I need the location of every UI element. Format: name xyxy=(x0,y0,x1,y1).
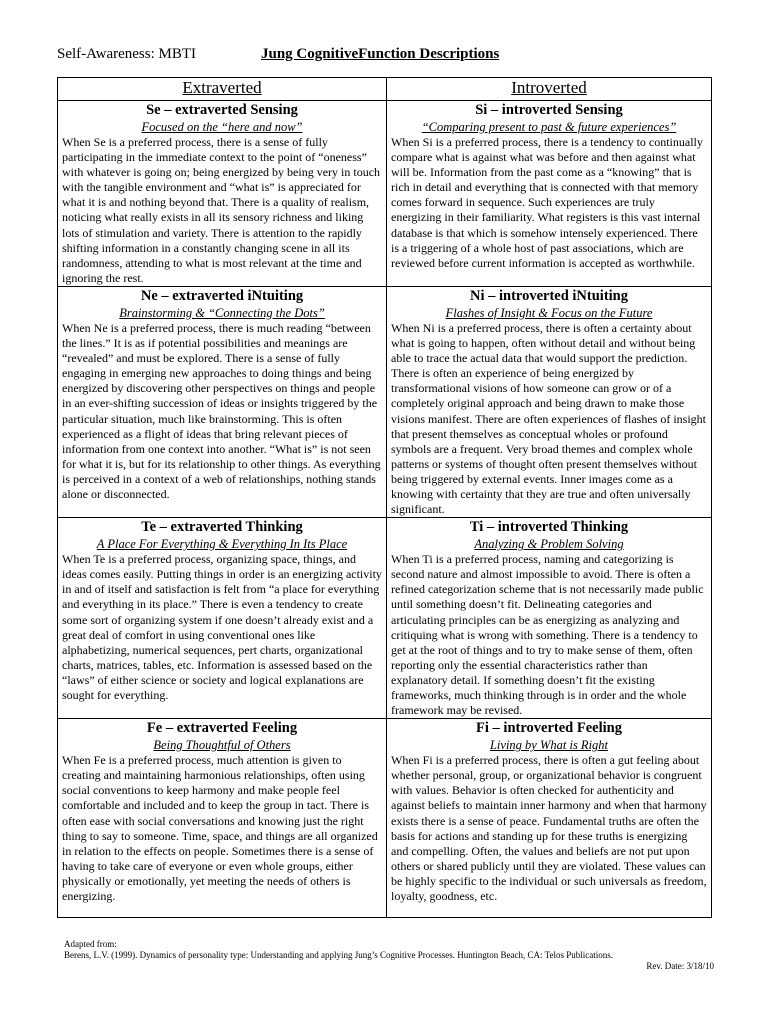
function-name: Si – introverted Sensing xyxy=(475,102,623,118)
table-row xyxy=(58,518,712,719)
function-table xyxy=(57,77,712,918)
page-title: Jung CognitiveFunction Descriptions xyxy=(261,46,500,62)
function-description: When Si is a preferred process, there is a tendency to continually compare what is against what was before and then against what will be. Information from the past come as a “knowing” that is rich in detail and everything that is connected with that memory comes forward in sequence. Such experiences are truly energizing in their familiarity. What registers is this vast internal database is that which is somehow intensely experienced. There is a triggering of a whole host of past associations, which are reviewed before current information is accepted as worthwhile. xyxy=(391,135,703,270)
function-cell-ti xyxy=(387,518,712,719)
page-footer xyxy=(64,939,714,972)
function-tagline: “Comparing present to past & future experiences” xyxy=(421,120,677,134)
function-name: Ti – introverted Thinking xyxy=(469,519,629,536)
document-label: Self-Awareness: MBTI xyxy=(57,46,197,62)
function-name: Se – extraverted Sensing xyxy=(146,102,298,118)
function-description: When Ti is a preferred process, naming and categorizing is second nature and almost impossible to avoid. There is often a refined categorization scheme that is not necessarily made public until something doesn’t fit. Delineating categories and articulating principles can be as energizing as analyzing and critiquing what is wrong with something. There is a tendency to get at the root of things and to try to make sense of them, often reporting only the essential characteristics rather than explanatory detail. If something doesn’t fit the existing frameworks, much thinking through is in order and the whole framework may be revised. xyxy=(391,552,704,718)
column-header-introverted: Introverted xyxy=(387,78,712,101)
page-header xyxy=(57,44,711,66)
function-name: Fe – extraverted Feeling xyxy=(146,720,298,737)
function-tagline: A Place For Everything & Everything In Its Place xyxy=(96,537,348,552)
function-name: Ni – introverted iNtuiting xyxy=(469,287,628,304)
function-description: When Ne is a preferred process, there is much reading “between the lines.” It is as if potential possibilities and meanings are “revealed” and must be explored. There is a sense of fully engaging in emerging new approaches to doing things and being energized by discovering other perspectives on things and people in an ever-shifting succession of ideas or insights triggered by the particular situation, much like brainstorming. This is often experienced as a flight of ideas that bring relevant pieces of information from one context into another. “What is” is not seen for what it is, but for its relationship to other things. As everything is perceived in a context of a web of relationships, nothing stands alone or disconnected. xyxy=(62,320,381,501)
function-description: When Te is a preferred process, organizing space, things, and ideas comes easily. Putting things in order is an energizing activity in and of itself and satisfaction is felt from “a place for everything and everything in its place.” There is even a tendency to create some sort of organizing system if one doesn’t already exist and a great deal of comfort in using conventional ones like alphabetizing, numerical sequences, pert charts, organizational charts, matrices, tables, etc. Information is assessed based on the “laws” of either science or society and logical explanations are sought for everything. xyxy=(62,552,382,702)
function-cell-si xyxy=(387,101,712,287)
revision-date: Rev. Date: 3/18/10 xyxy=(646,961,714,971)
table-row xyxy=(58,101,712,287)
function-tagline: Being Thoughtful of Others xyxy=(153,738,291,753)
function-tagline: Focused on the “here and now” xyxy=(141,120,303,134)
function-name: Te – extraverted Thinking xyxy=(141,519,303,536)
function-tagline: Flashes of Insight & Focus on the Future xyxy=(445,305,653,320)
adapted-label: Adapted from: xyxy=(64,939,117,949)
table-row xyxy=(58,286,712,517)
column-header-extraverted: Extraverted xyxy=(58,78,387,101)
function-cell-fe xyxy=(58,719,387,918)
function-description: When Se is a preferred process, there is a sense of fully participating in the immediate context to the point of “oneness” with whatever is going on; being energized by being very in touch with the tangible environment and “what is” is appreciated for what it is and nothing beyond that. There is a quality of realism, noticing what really exists in all its sensory richness and liking lots of stimulation and variety. There is attention to the rapidly shifting information in a constantly changing scene in all its randomness, attending to what is most relevant at the time and ignoring the rest. xyxy=(62,135,381,285)
table-row xyxy=(58,719,712,918)
function-name: Fi – introverted Feeling xyxy=(476,720,622,737)
function-cell-fi xyxy=(387,719,712,918)
function-description: When Ni is a preferred process, there is often a certainty about what is going to happen, often without detail and without being able to trace the actual data that would support the prediction. There is often an experience of being energized by transformational visions of how someone can grow or of a completely original approach and being drawn to make those visions manifest. There are often experiences of flashes of insight that present themselves as conceptual wholes or profound symbols are a frequent. Very broad themes and complex whole patterns or systems of thought often present themselves without being triggered by external events. Inner images come as a knowing with certainty that they are true and often universally significant. xyxy=(391,320,707,517)
column-header-row xyxy=(58,78,712,101)
function-name: Ne – extraverted iNtuiting xyxy=(140,287,304,304)
function-description: When Fe is a preferred process, much attention is given to creating and maintaining harmonious relationships, often using social conventions to keep harmony and make people feel comfortable and included and to keep the group in tact. There is often ease with social conversations and knowing just the right thing to say to someone. Time, space, and things are all organized in relation to the effects on people. Sometimes there is a sense of having to take care of everyone or even whole groups, either physically or emotionally, yet meeting the needs of others is energizing. xyxy=(62,753,378,904)
function-cell-ne xyxy=(58,286,387,517)
function-description: When Fi is a preferred process, there is often a gut feeling about whether personal, group, or organizational behavior is congruent with values. Behavior is often checked for authenticity and against beliefs to maintain inner harmony and when that harmony exists there is a sense of peace. Fundamental truths are often the basis for actions and standing up for these truths is energizing and compelling. Often, the values and beliefs are not put upon others or shared publicly until they are violated. These values can be highly specific to the individual or such universals as freedom, loyalty, goodness, etc. xyxy=(391,753,707,904)
function-cell-ni xyxy=(387,286,712,517)
function-tagline: Analyzing & Problem Solving xyxy=(474,537,624,552)
function-cell-se xyxy=(58,101,387,287)
function-tagline: Living by What is Right xyxy=(489,738,609,753)
function-cell-te xyxy=(58,518,387,719)
function-tagline: Brainstorming & “Connecting the Dots” xyxy=(119,305,325,320)
citation: Berens, L.V. (1999). Dynamics of personality type: Understanding and applying Jung’s Cognitive Processes. Huntington Beach, CA: Telos Publications. xyxy=(64,950,613,960)
